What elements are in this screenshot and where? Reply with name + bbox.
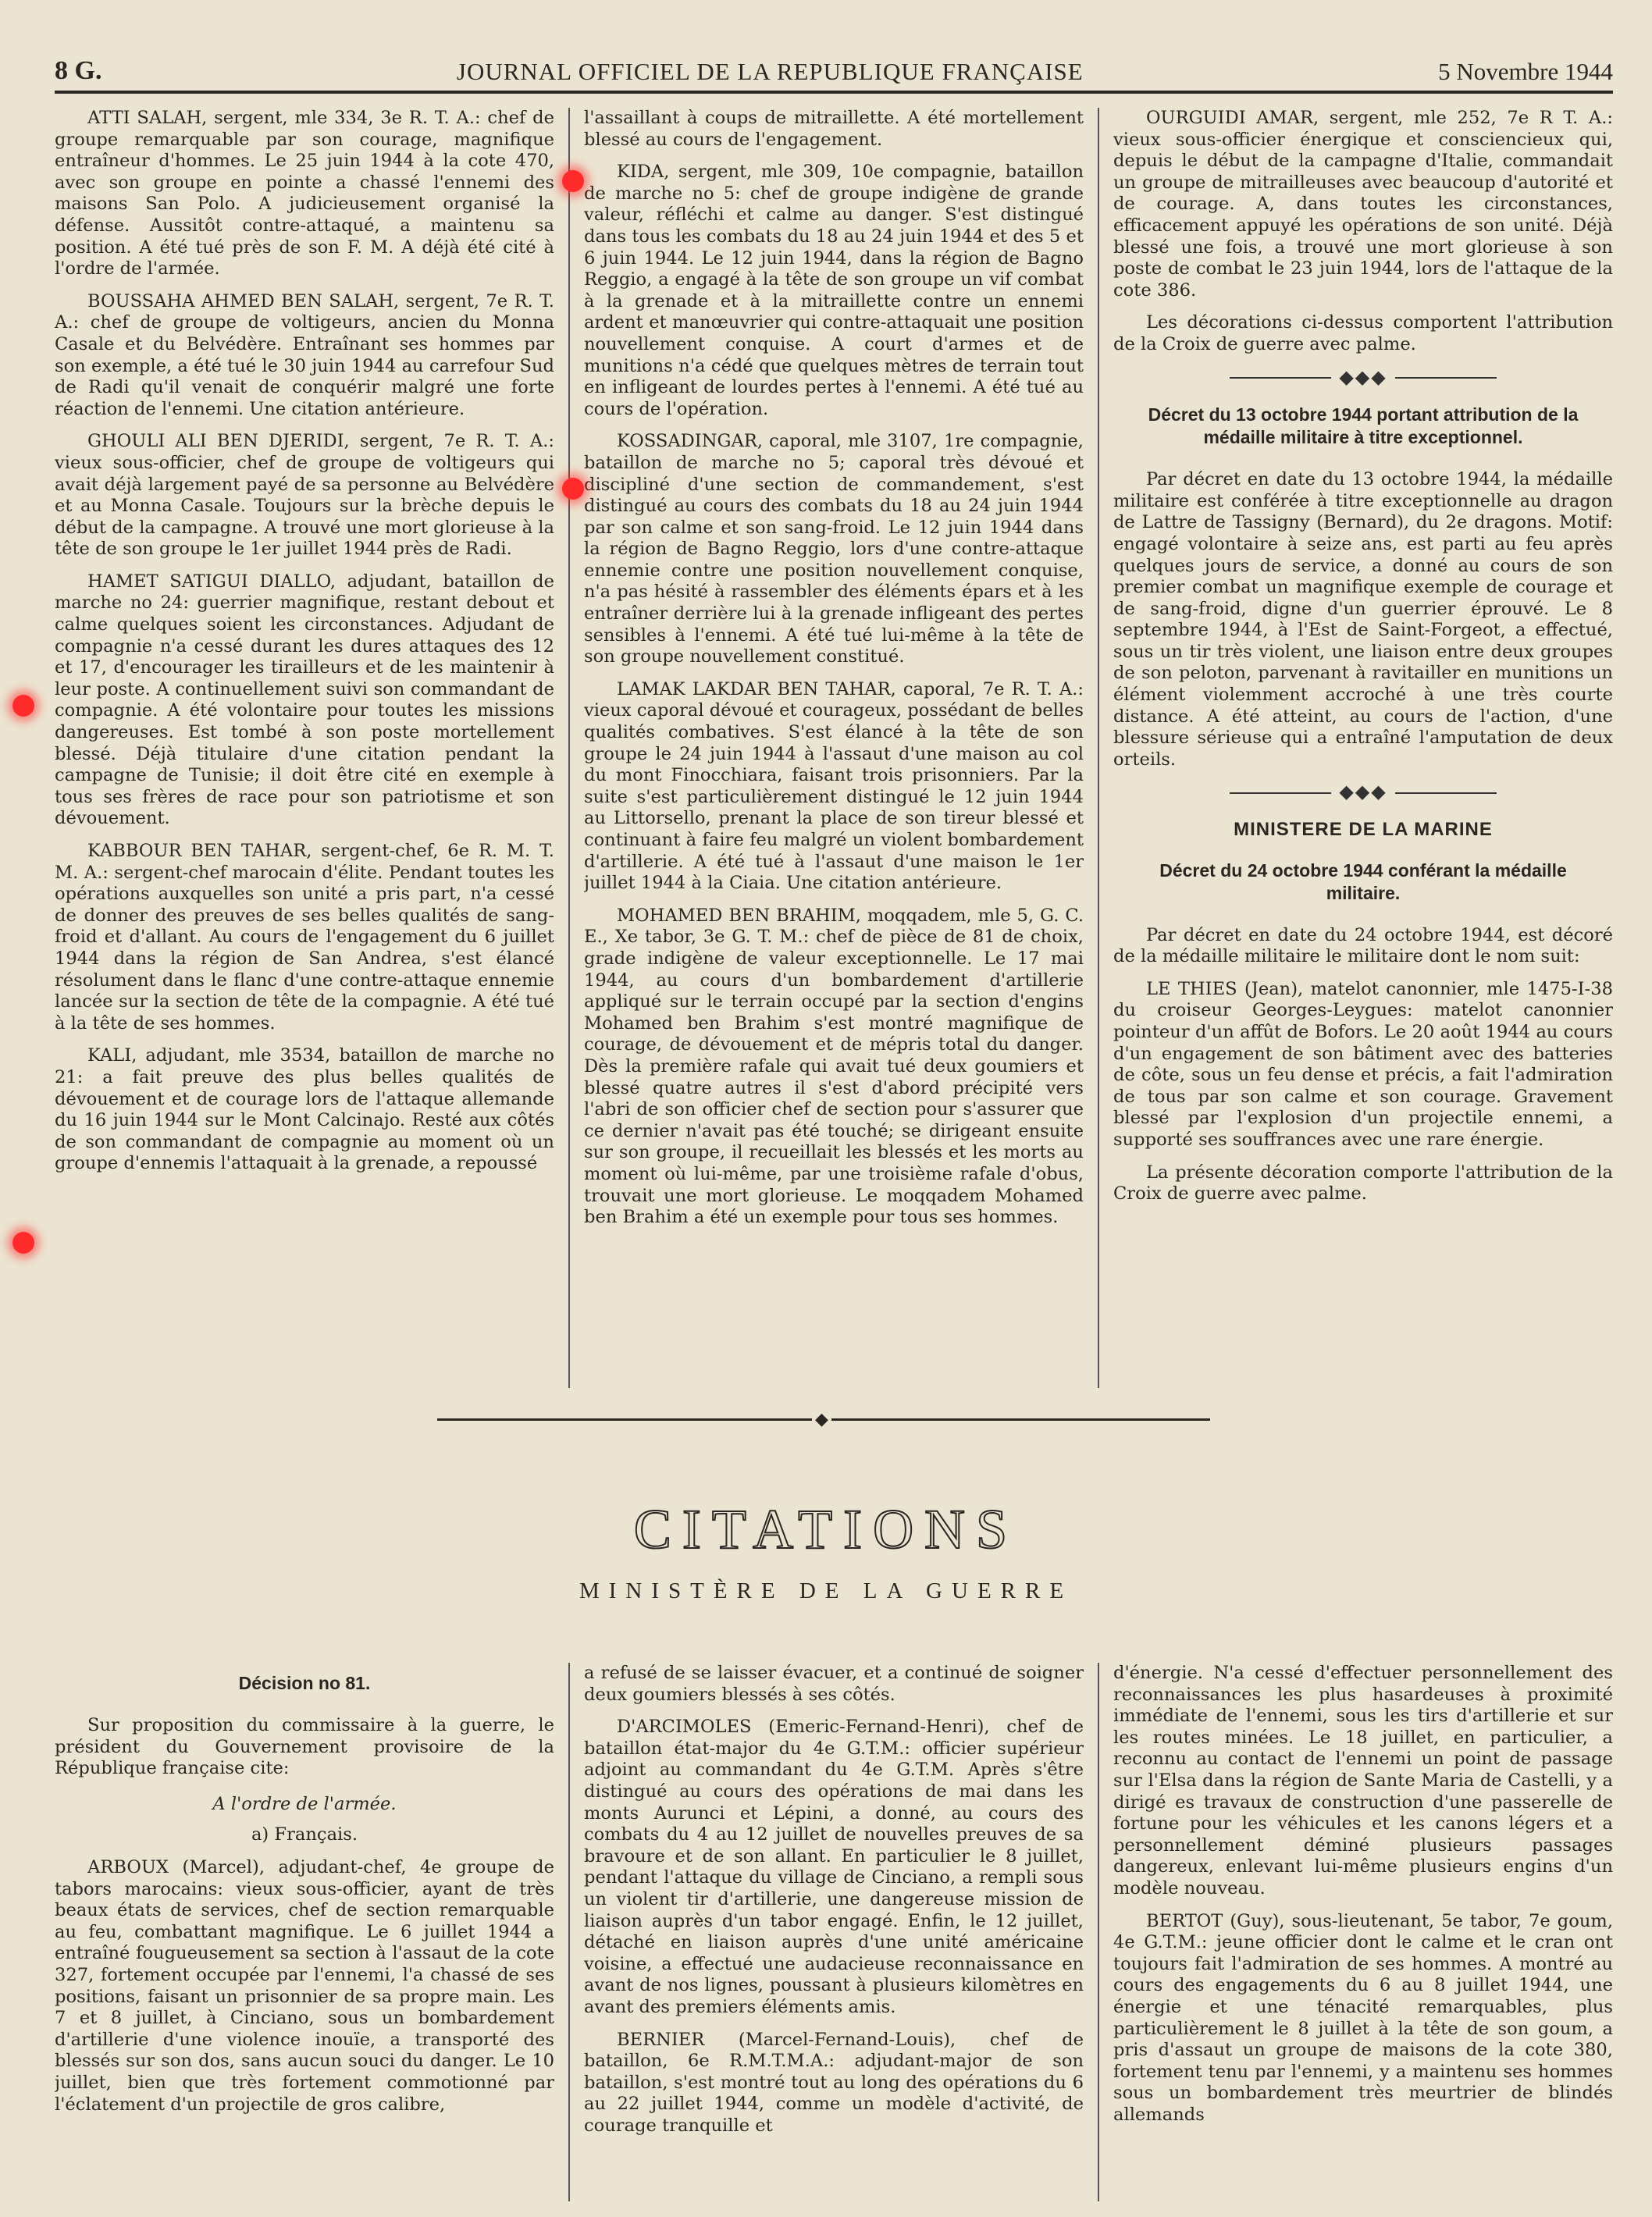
page-header [55, 53, 1613, 94]
red-marker-dot [12, 1232, 34, 1254]
decree-title: Décret du 13 octobre 1944 portant attribution de la médaille militaire à titre exceptionnel. [1148, 404, 1579, 448]
top-columns [55, 108, 1613, 1388]
citation-entry: KALI, adjudant, mle 3534, bataillon de marche no 21: a fait preuve des plus belles qualités de dévouement et de courage lors de l'attaque allemande du 16 juin 1944 sur le Mont Calcinajo. Resté aux côtés de son commandant de compagnie au moment où un groupe d'ennemis l'attaquait à la grenade, a repoussé [55, 1045, 554, 1174]
decree-title: Décret du 24 octobre 1944 conférant la médaille militaire. [1159, 859, 1567, 903]
column-rule [568, 1663, 570, 2201]
citation-entry: LAMAK LAKDAR BEN TAHAR, caporal, 7e R. T. A.: vieux caporal dévoué et courageux, possédant de belles qualités combatives. S'est élancé à la tête de son groupe le 24 juin 1944 à l'assaut d'une maison au col du mont Finocchiara, faisant trois prisonniers. Par la suite s'est particulièrement distingué le 12 juin 1944 au Littorsello, prenant la place de son tireur blessé et continuant à faire feu malgré un violent bombardement d'artillerie. A été tué à l'assaut d'une maison le 1er juillet 1944 à la Ciaia. Une citation antérieure. [584, 678, 1084, 894]
citation-entry: ATTI SALAH, sergent, mle 334, 3e R. T. A.: chef de groupe remarquable par son courage, magnifique entraîneur d'hommes. Le 25 juin 1944 à la cote 470, avec son groupe en pointe a chassé l'ennemi des maisons San Polo. A judicieusement organisé la défense. Aussitôt contre-attaqué, a maintenu sa position. A été tué près de son F. M. A déjà été cité à l'ordre de l'armée. [55, 108, 554, 279]
ornament-divider: ◆◆◆ [1113, 781, 1613, 803]
decree-entry: LE THIES (Jean), matelot canonnier, mle 1475-I-38 du croiseur Georges-Leygues: matelot canonnier pointeur d'un affût de Bofors. Le 20 août 1944 au cours d'un engagement de son bâtiment avec des batteries de côte, sous un feu dense et précis, a fait l'admiration de tous par son calme et son courage. Gravement blessé par l'explosion d'un projectile ennemi, a supporté ses souffrances avec une rare énergie. [1113, 978, 1613, 1150]
citation-entry: D'ARCIMOLES (Emeric-Fernand-Henri), chef de bataillon état-major du 4e G.T.M.: officier supérieur adjoint au commandant du 4e G.T.M. Après s'être distingué au cours des opérations de mai dans les monts Aurunci et Lépini, a donné, au cours des combats du 4 au 12 juillet de nouvelles preuves de sa bravoure et de son allant. En particulier le 8 juillet, pendant l'attaque du village de Cinciano, a rempli sous un violent tir d'artillerie, une dangereuse mission de liaison auprès d'un tabor engagé. Enfin, le 12 juillet, détaché en liaison auprès d'une unité américaine voisine, a effectué une audacieuse reconnaissance en avant de nos lignes, poussant à plusieurs kilomètres en avant des premiers éléments amis. [584, 1717, 1084, 2017]
decoration-note: Les décorations ci-dessus comportent l'attribution de la Croix de guerre avec palme. [1113, 312, 1613, 354]
citation-entry: BERTOT (Guy), sous-lieutenant, 5e tabor, 7e goum, 4e G.T.M.: jeune officier dont le calme et le cran ont toujours fait l'admiration de ses hommes. A montré au cours des engagements du 6 au 8 juillet 1944, une énergie et une ténacité remarquables, plus particulièrement le 8 juillet à la tête de son goum, a pris d'assaut un groupe de maisons de la cote 380, fortement tenu par l'ennemi, y a maintenu ses hommes sous un bombardement très meurtrier de blindés allemands [1113, 1910, 1613, 2125]
top-column-1 [55, 108, 554, 1388]
journal-title: JOURNAL OFFICIEL DE LA REPUBLIQUE FRANÇAISE [456, 58, 1084, 85]
decision-heading: Décision no 81. [238, 1673, 371, 1693]
section-divider: ◆ [437, 1418, 1210, 1421]
column-rule [1098, 108, 1099, 1388]
column-rule [568, 108, 570, 1388]
top-column-2 [584, 108, 1084, 1388]
bottom-column-2 [584, 1663, 1084, 2201]
red-marker-dot [12, 695, 34, 717]
citation-entry: OURGUIDI AMAR, sergent, mle 252, 7e R T. A.: vieux sous-officier énergique et consciencieux qui, depuis le début de la campagne d'Italie, commandait un groupe de mitrailleuses avec beaucoup d'autorité et de courage. A, dans toutes les circonstances, efficacement appuyé les opérations de son unité. Déjà blessé une fois, a trouvé une mort glorieuse à son poste de combat le 23 juin 1944, lors de l'attaque de la cote 386. [1113, 108, 1613, 301]
page-number: 8 G. [55, 56, 102, 85]
citation-entry: BERNIER (Marcel-Fernand-Louis), chef de bataillon, 6e R.M.T.M.A.: adjudant-major de son bataillon, s'est montré tout au long des opérations du 6 au 22 juillet 1944, comme un modèle d'activité, de courage tranquille et [584, 2029, 1084, 2136]
citation-entry: BOUSSAHA AHMED BEN SALAH, sergent, 7e R. T. A.: chef de groupe de voltigeurs, ancien du Monna Casale et du Belvédère. Entraînant ses hommes par son exemple, a été tué le 30 juin 1944 au carrefour Sud de Radi qu'il venait de conquérir malgré une forte réaction de l'ennemi. Une citation antérieure. [55, 290, 554, 419]
ministry-heading: MINISTERE DE LA MARINE [1234, 819, 1493, 841]
red-marker-dot [562, 170, 584, 192]
top-column-3 [1113, 108, 1613, 1388]
citation-continuation: l'assaillant à coups de mitraillette. A été mortellement blessé au cours de l'engagement. [584, 108, 1084, 150]
section-title: CITATIONS [633, 1498, 1019, 1560]
column-rule [1098, 1663, 1099, 2201]
decision-intro: Sur proposition du commissaire à la guerre, le président du Gouvernement provisoire de la République française cite: [55, 1715, 554, 1779]
bottom-column-3 [1113, 1663, 1613, 2201]
citation-continuation: d'énergie. N'a cessé d'effectuer personnellement des reconnaissances les plus hasardeuses à proximité immédiate de l'ennemi, sous les tirs d'artillerie et sur les routes minées. Le 18 juillet, en particulier, a reconnu au contact de l'ennemi un point de passage sur l'Elsa dans la région de Sante Maria de Castelli, y a dirigé es travaux de construction d'une passerelle de fortune pour les véhicules et les canons légers et a personnellement déminé plusieurs passages dangereux, enlevant lui-même plusieurs engins d'un modèle nouveau. [1113, 1663, 1613, 1899]
ornament-divider: ◆◆◆ [1113, 367, 1613, 389]
citation-entry: KOSSADINGAR, caporal, mle 3107, 1re compagnie, bataillon de marche no 5; caporal très dévoué et discipliné d'une section de commandement, s'est distingué au cours des combats du 18 au 24 juin 1944 par son calme et son sang-froid. Le 12 juin 1944 dans la région de Bagno Reggio, lors d'une contre-attaque ennemie contre une position nouvellement conquise, n'a pas hésité à rassembler des éléments épars et à les entraîner derrière lui à la grenade infligeant des pertes sensibles à l'ennemi. A été tué lui-même à la tête de son groupe nouvellement constitué. [584, 431, 1084, 667]
section-ministry: MINISTÈRE DE LA GUERRE [579, 1578, 1073, 1603]
decree-intro: Par décret en date du 24 octobre 1944, est décoré de la médaille militaire le militaire dont le nom suit: [1113, 924, 1613, 967]
bottom-columns [55, 1663, 1613, 2201]
citation-entry: GHOULI ALI BEN DJERIDI, sergent, 7e R. T. A.: vieux sous-officier, chef de groupe de voltigeurs qui avait déjà largement payé de sa personne au Belvédère et au Monna Casale. Toujours sur la brèche depuis le début de la campagne. A trouvé une mort glorieuse à la tête de son groupe le 1er juillet 1944 près de Radi. [55, 431, 554, 560]
citation-entry: ARBOUX (Marcel), adjudant-chef, 4e groupe de tabors marocains: vieux sous-officier, ayant de très beaux états de services, chef de section remarquable au feu, combattant magnifique. Le 6 juillet 1944 a entraîné fougueusement sa section à l'assaut de la cote 327, fortement occupée par l'ennemi, l'a chassé de ses positions, faisant un prisonnier de sa propre main. Les 7 et 8 juillet, à Cinciano, sous un bombardement d'artillerie d'une violence inouïe, a transporté des blessés sur son dos, sans aucun souci du danger. Le 10 juillet, bien que très fortement commotionné par l'éclatement d'un projectile de gros calibre, [55, 1856, 554, 2115]
decree-text: Par décret en date du 13 octobre 1944, la médaille militaire est conférée à titre exceptionnelle au dragon de Lattre de Tassigny (Bernard), du 2e dragons. Motif: engagé volontaire à seize ans, est parti au feu après quelques jours de service, a donné au cours de son premier combat un magnifique exemple de courage et de sang-froid, digne d'un guerrier éprouvé. Le 8 septembre 1944, à l'Est de Saint-Forgeot, a effectué, sous un tir très violent, une liaison entre deux groupes de son peloton, parvenant à ravitailler en munitions un élément violemment accroché à une très courte distance. A été atteint, au cours de l'action, d'une blessure sérieuse qui a entraîné l'amputation de deux orteils. [1113, 469, 1613, 770]
red-marker-dot [562, 478, 584, 500]
order-heading: A l'ordre de l'armée. [212, 1793, 397, 1814]
subsection-heading: a) Français. [251, 1824, 358, 1845]
citation-entry: KIDA, sergent, mle 309, 10e compagnie, bataillon de marche no 5: chef de groupe indigène de grande valeur, réfléchi et calme au danger. S'est distingué dans tous les combats du 18 au 24 juin 1944 et des 5 et 6 juin 1944. Le 12 juin 1944, dans la région de Bagno Reggio, a engagé à la tête de son groupe un vif combat à la grenade et à la mitraillette contre un ennemi ardent et manœuvrier qui contre-attaquait une position nouvellement conquise. A court d'armes et de munitions n'a cédé que quelques mètres de terrain tout en infligeant de lourdes pertes à l'ennemi. A été tué au cours de l'opération. [584, 162, 1084, 419]
citation-entry: KABBOUR BEN TAHAR, sergent-chef, 6e R. M. T. M. A.: sergent-chef marocain d'élite. Pendant toutes les opérations auxquelles son unité a pris part, n'a cessé de donner des preuves de ses belles qualités de sang-froid et d'allant. Au cours de l'engagement du 6 juillet 1944 dans la région de San Andrea, s'est élancé résolument dans le flanc d'une contre-attaque ennemie lancée sur la section de tête de la compagnie. A été tué à la tête de ses hommes. [55, 841, 554, 1034]
citation-entry: HAMET SATIGUI DIALLO, adjudant, bataillon de marche no 24: guerrier magnifique, restant debout et calme quelques soient les circonstances. Adjudant de compagnie n'a cessé durant les dures attaques des 12 et 17, d'encourager les tirailleurs et de les maintenir à leur poste. A continuellement suivi son commandant de compagnie. A été volontaire pour toutes les missions dangereuses. Est tombé à son poste mortellement blessé. Déjà titulaire d'une citation pendant la campagne de Tunisie; il doit être cité en exemple à tous ses frères de race pour son patriotisme et son dévouement. [55, 571, 554, 829]
issue-date: 5 Novembre 1944 [1438, 58, 1613, 85]
decoration-note: La présente décoration comporte l'attribution de la Croix de guerre avec palme. [1113, 1162, 1613, 1205]
citation-continuation: a refusé de se laisser évacuer, et a continué de soigner deux goumiers blessés à ses côtés. [584, 1663, 1084, 1705]
bottom-column-1 [55, 1663, 554, 2201]
citation-entry: MOHAMED BEN BRAHIM, moqqadem, mle 5, G. C. E., Xe tabor, 3e G. T. M.: chef de pièce de 81 de choix, grade indigène de valeur exceptionnelle. Le 17 mai 1944, au cours d'un bombardement d'artillerie appliqué sur le terrain occupé par la section d'engins Mohamed ben Brahim s'est montré magnifique de courage, de dévouement et de mépris total du danger. Dès la première rafale qui avait tué deux goumiers et blessé quatre autres il s'est d'abord précipité vers l'abri de son officier chef de section pour s'assurer que ce dernier n'avait pas été touché; se dirigeant ensuite sur son groupe, il recueillait les blessés et les morts au moment où lui-même, par une troisième rafale d'obus, trouvait une mort glorieuse. Le moqqadem Mohamed ben Brahim a été un exemple pour tous ses hommes. [584, 905, 1084, 1228]
